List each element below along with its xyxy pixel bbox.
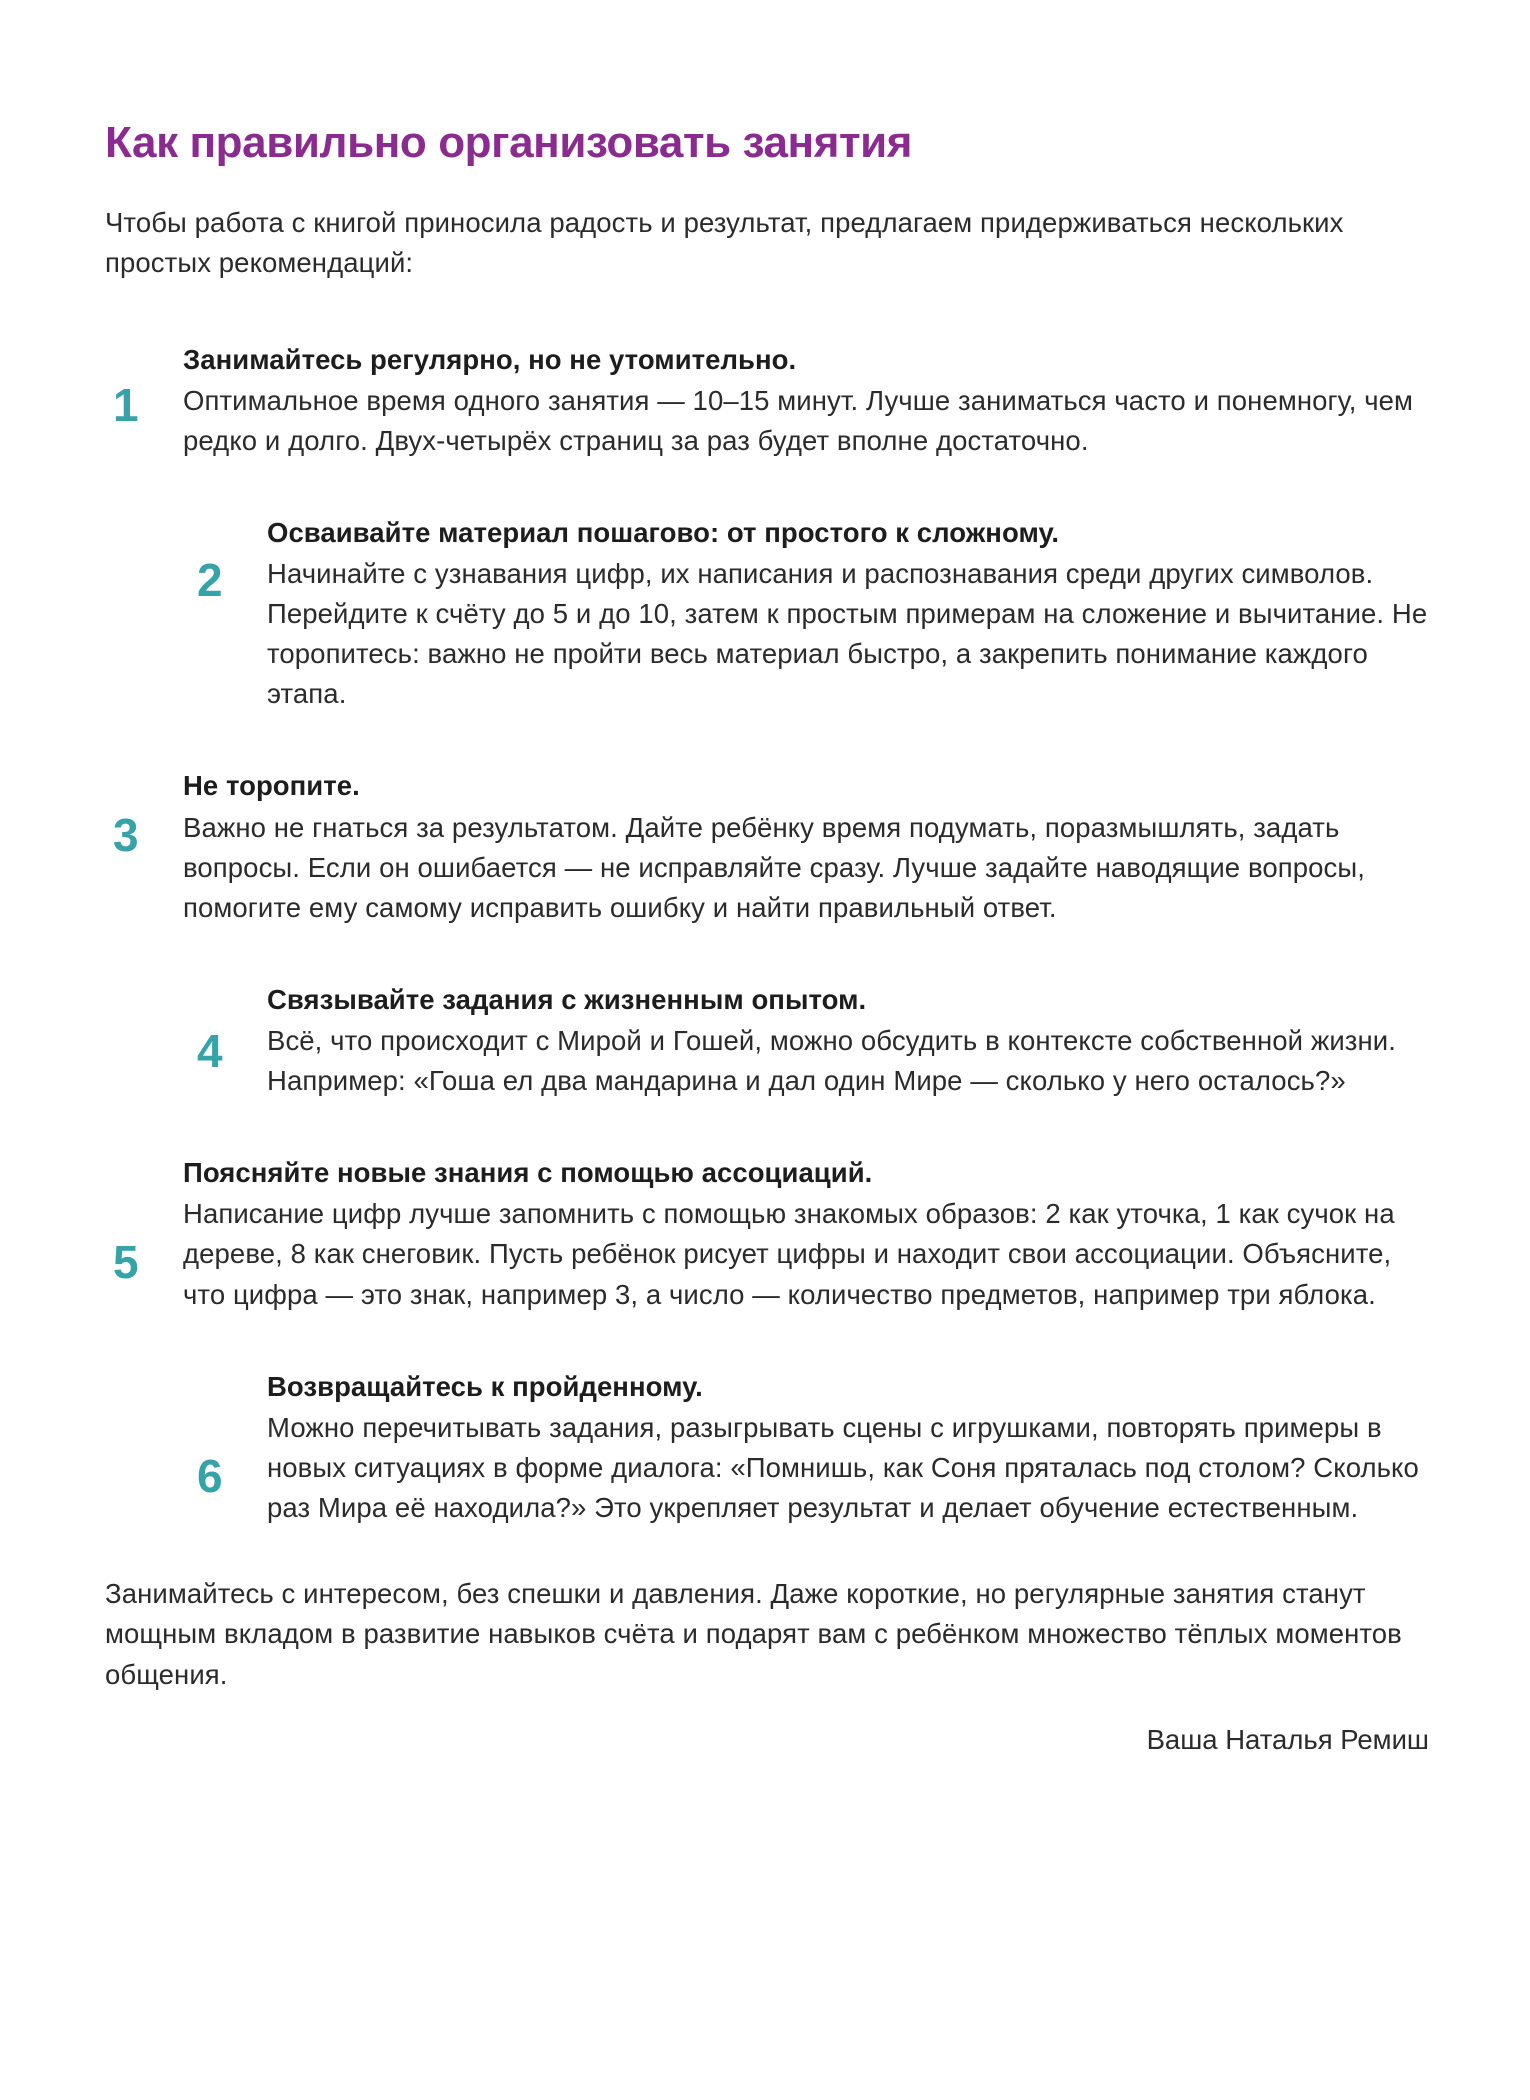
list-item: [105, 1367, 1435, 1528]
tip-text: Оптимальное время одного занятия — 10–15 минут. Лучше заниматься часто и понемногу, чем редко и долго. Двух-четырёх страниц за раз будет вполне достаточно.: [183, 384, 1414, 456]
tip-number: 1: [113, 378, 139, 431]
tip-text: Начинайте с узнавания цифр, их написания и распознавания среди других символов. Перейдите к счёту до 5 и до 10, затем к простым примерам на сложение и вычитание. Не торопитесь: важно не пройти весь материал быстро, а закрепить понимание каждого этапа.: [267, 557, 1428, 710]
list-item: [105, 513, 1435, 715]
tip-number: 6: [197, 1449, 223, 1502]
tips-list: [105, 340, 1435, 1529]
tip-body: [183, 340, 1435, 461]
list-item: [105, 1153, 1435, 1314]
tip-text: Можно перечитывать задания, разыгрывать сцены с игрушками, повторять примеры в новых ситуациях в форме диалога: «Помнишь, как Соня пряталась под столом? Сколько раз Мира её находила?» Это укрепляет результат и делает обучение естественным.: [267, 1411, 1419, 1524]
tip-body: [267, 1367, 1435, 1528]
tip-number: 2: [197, 553, 223, 606]
tip-heading: Осваивайте материал пошагово: от простого к сложному.: [267, 516, 1060, 548]
tip-heading: Возвращайтесь к пройденному.: [267, 1370, 703, 1402]
list-item: [105, 340, 1435, 461]
tip-number: 4: [197, 1024, 223, 1077]
tip-body: [183, 766, 1435, 927]
outro-paragraph: Занимайтесь с интересом, без спешки и давления. Даже короткие, но регулярные занятия станут мощным вкладом в развитие навыков счёта и подарят вам с ребёнком множество тёплых моментов общения.: [105, 1578, 1402, 1690]
tip-text: Важно не гнаться за результатом. Дайте ребёнку время подумать, поразмышлять, задать вопросы. Если он ошибается — не исправляйте сразу. Лучше задайте наводящие вопросы, помогите ему самому исправить ошибку и найти правильный ответ.: [183, 811, 1365, 923]
signature: Ваша Наталья Ремиш: [1146, 1723, 1429, 1755]
page-title: Как правильно организовать занятия: [105, 118, 913, 167]
tip-heading: Связывайте задания с жизненным опытом.: [267, 983, 867, 1015]
tip-heading: Не торопите.: [183, 770, 360, 802]
list-item: [105, 980, 1435, 1101]
tip-body: [267, 513, 1435, 715]
tip-heading: Занимайтесь регулярно, но не утомительно.: [183, 343, 797, 375]
tip-body: [267, 980, 1435, 1101]
tip-body: [183, 1153, 1435, 1314]
intro-paragraph: Чтобы работа с книгой приносила радость и результат, предлагаем придерживаться нескольких простых рекомендаций:: [105, 207, 1344, 279]
list-item: [105, 766, 1435, 927]
tip-number: 5: [113, 1236, 139, 1289]
tip-number: 3: [113, 809, 139, 862]
tip-text: Написание цифр лучше запомнить с помощью знакомых образов: 2 как уточка, 1 как сучок на дереве, 8 как снеговик. Пусть ребёнок рисует цифры и находит свои ассоциации. Объясните, что цифра — это знак, например 3, а число — количество предметов, например три яблока.: [183, 1198, 1395, 1310]
tip-text: Всё, что происходит с Мирой и Гошей, можно обсудить в контексте собственной жизни. Например: «Гоша ел два мандарина и дал один Мире — сколько у него осталось?»: [267, 1025, 1396, 1097]
tip-heading: Поясняйте новые знания с помощью ассоциаций.: [183, 1157, 873, 1189]
document-content: [105, 118, 1435, 1787]
